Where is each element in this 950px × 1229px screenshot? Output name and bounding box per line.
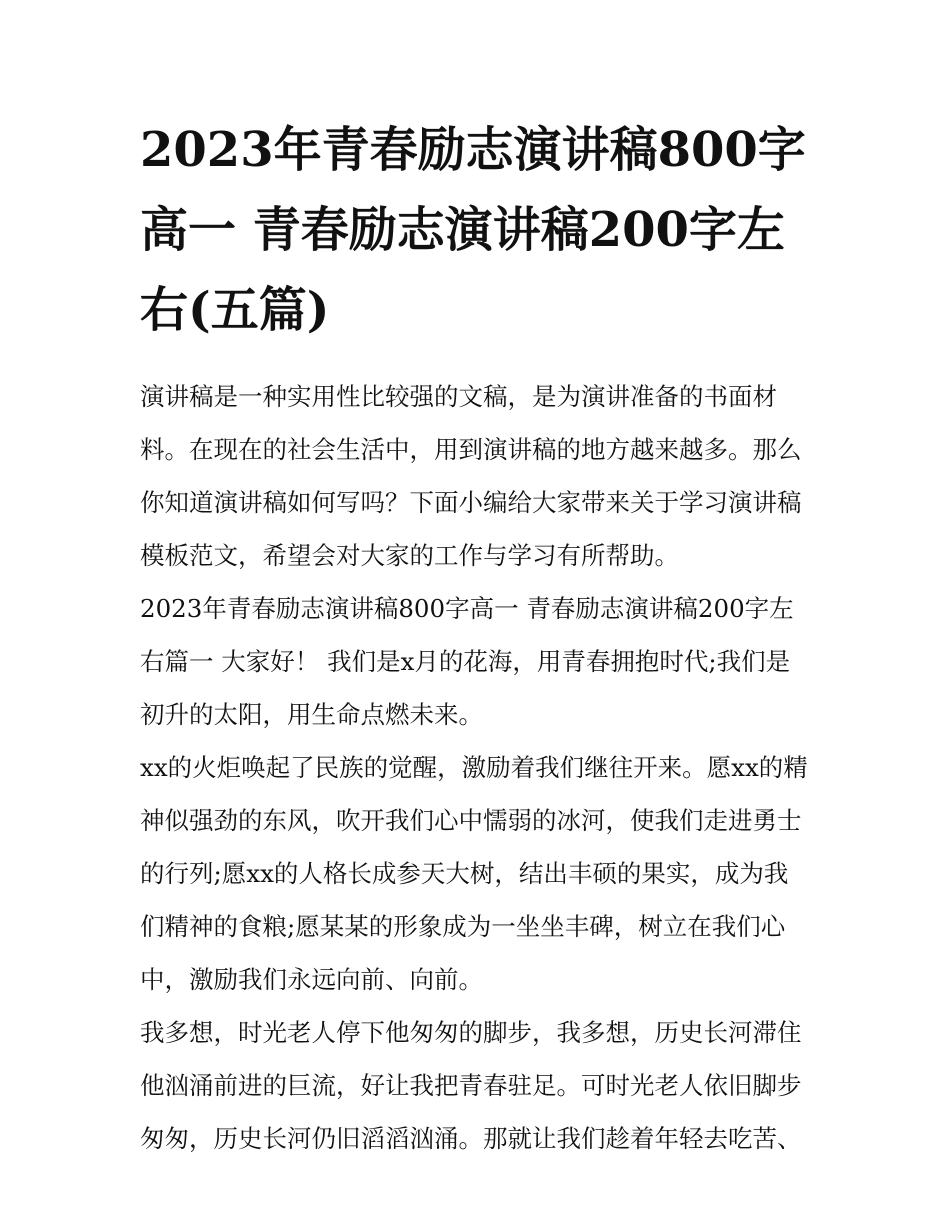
document-body xyxy=(140,110,812,1165)
paragraph-time: 我多想，时光老人停下他匆匆的脚步，我多想，历史长河滞住他汹涌前进的巨流，好让我把青春驻足。可时光老人依旧脚步匆匆，历史长河仍旧滔滔汹涌。那就让我们趁着年轻去吃苦、 xyxy=(140,1018,802,1153)
paragraph-torch: xx的火炬唤起了民族的觉醒，激励着我们继往开来。愿xx的精神似强劲的东风，吹开我们心中懦弱的冰河，使我们走进勇士的行列;愿xx的人格长成参天大树，结出丰硕的果实，成为我们精神的食粮;愿某某的形象成为一坐坐丰碑，树立在我们心中，激励我们永远向前、向前。 xyxy=(140,753,808,994)
document-title: 2023年青春励志演讲稿800字高一 青春励志演讲稿200字左右(五篇) xyxy=(140,122,806,338)
paragraph-speech-opening: 2023年青春励志演讲稿800字高一 青春励志演讲稿200字左右篇一 大家好！ 我们是x月的花海，用青春拥抱时代;我们是初升的太阳，用生命点燃未来。 xyxy=(140,594,794,729)
paragraph-intro: 演讲稿是一种实用性比较强的文稿，是为演讲准备的书面材料。在现在的社会生活中，用到演讲稿的地方越来越多。那么你知道演讲稿如何写吗？下面小编给大家带来关于学习演讲稿模板范文，希望会对大家的工作与学习有所帮助。 xyxy=(140,382,802,570)
